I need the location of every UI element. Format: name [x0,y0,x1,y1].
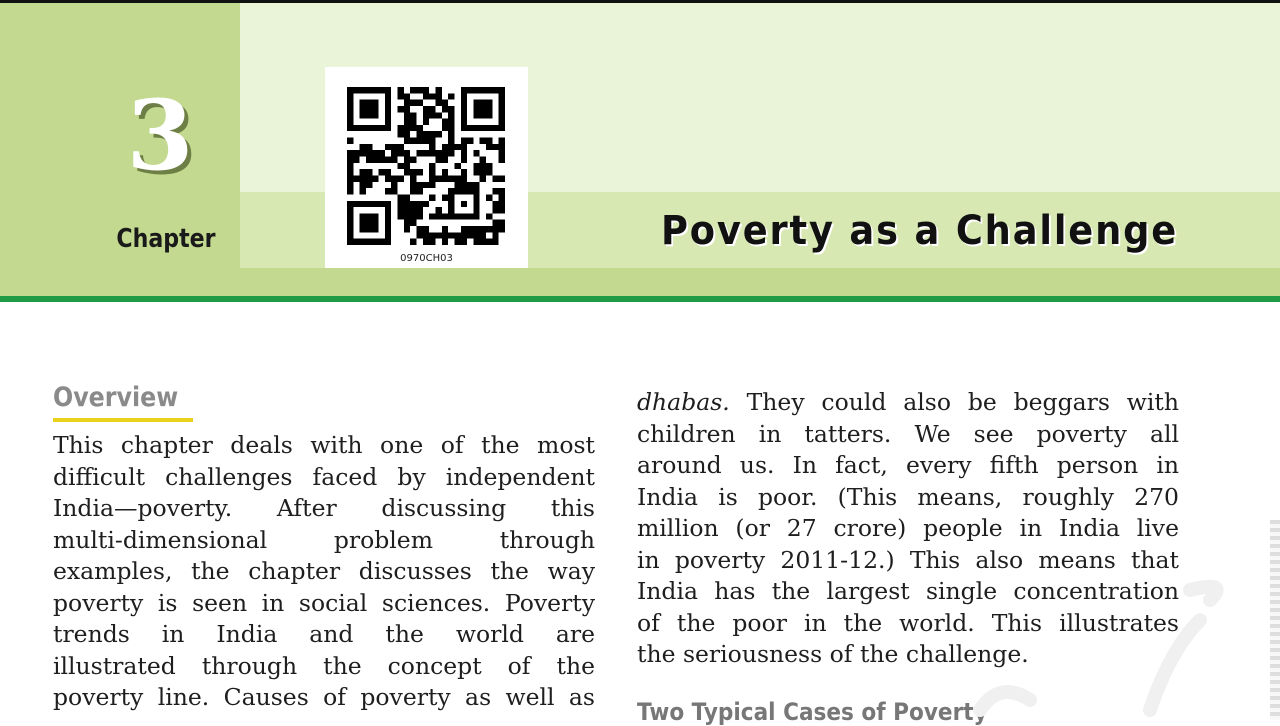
qr-module [454,144,460,150]
qr-module [429,213,435,219]
qr-module [366,175,372,181]
chapter-number: 3 [126,79,194,192]
qr-code-label: 0970CH03 [400,253,453,264]
qr-module [429,112,435,118]
qr-module [435,93,441,99]
qr-module [404,106,410,112]
qr-module [404,119,410,125]
text-line: India—poverty. After discussing this [53,494,595,522]
qr-module [404,100,410,106]
qr-module [442,119,448,125]
qr-module [417,201,423,207]
qr-module [360,175,366,181]
qr-module [442,150,448,156]
qr-module [404,163,410,169]
text-line: trends in India and the world are [53,620,595,648]
qr-module [379,169,385,175]
text-line: This chapter deals with one of the most [53,431,595,459]
qr-module [454,175,460,181]
qr-module [423,87,429,93]
qr-module [499,138,505,144]
qr-module [347,175,353,181]
qr-module [423,182,429,188]
qr-module [429,163,435,169]
section-heading: Two Typical Cases of Poverty [637,698,988,726]
qr-module [473,226,479,232]
text-line: million (or 27 crore) people in India live [637,514,1179,542]
text-line: India is poor. (This means, roughly 270 [637,482,1179,511]
qr-module [347,138,353,144]
qr-module [480,232,486,238]
qr-module [429,131,435,137]
qr-code-icon [347,87,505,245]
body-text [637,387,1179,671]
qr-module [435,232,441,238]
qr-module [492,175,498,181]
qr-module [429,144,435,150]
qr-module [360,188,366,194]
qr-module [410,119,416,125]
qr-module [492,239,498,245]
qr-module [461,150,467,156]
qr-module [410,188,416,194]
qr-module [442,213,448,219]
qr-module [347,157,353,163]
text-line: in poverty 2011-12.) This also means that [637,545,1179,574]
qr-module [480,163,486,169]
qr-module [391,182,397,188]
qr-module [499,220,505,226]
qr-module [435,213,441,219]
qr-module [486,226,492,232]
qr-module [442,157,448,163]
qr-module [435,131,441,137]
qr-module [410,157,416,163]
qr-module [366,144,372,150]
qr-module [347,163,353,169]
qr-module [492,220,498,226]
qr-module [442,175,448,181]
qr-module [423,93,429,99]
qr-module [360,169,366,175]
qr-module [423,112,429,118]
qr-module [385,175,391,181]
text-line: illustrated through the concept of the [53,651,595,680]
qr-module [404,194,410,200]
qr-module [467,138,473,144]
qr-module [480,157,486,163]
qr-module [417,213,423,219]
qr-module [454,163,460,169]
qr-module [404,213,410,219]
qr-module [467,182,473,188]
qr-module [486,239,492,245]
qr-module [423,119,429,125]
chapter-title: Poverty as a Challenge [660,208,1178,254]
qr-module [442,226,448,232]
qr-module [404,150,410,156]
qr-module [429,169,435,175]
qr-module [410,220,416,226]
qr-module [499,201,505,207]
qr-module [404,226,410,232]
qr-module [398,194,404,200]
overview-underline [53,418,193,422]
text-line: children in tatters. We see poverty all [637,419,1179,448]
qr-module [417,100,423,106]
qr-module [423,150,429,156]
qr-module [480,138,486,144]
qr-module [461,175,467,181]
qr-module [486,213,492,219]
qr-module [347,188,353,194]
qr-module [435,207,441,213]
qr-module [404,220,410,226]
text-line: India has the largest single concentration [637,577,1179,605]
qr-module [423,232,429,238]
qr-module [461,144,467,150]
qr-module [398,131,404,137]
qr-module [366,150,372,156]
italic-word: dhabas. [637,388,730,416]
qr-module [429,239,435,245]
qr-module [404,125,410,131]
qr-module [391,157,397,163]
text-line: of the poor in the world. This illustrates [637,608,1179,637]
qr-module [442,232,448,238]
qr-module [467,226,473,232]
qr-module [486,138,492,144]
text-line: difficult challenges faced by independent [53,462,595,491]
text-line: around us. In fact, every fifth person in [637,451,1179,479]
qr-module [417,125,423,131]
qr-module [473,150,479,156]
qr-module [385,157,391,163]
qr-module [499,150,505,156]
qr-module [467,232,473,238]
qr-module [423,239,429,245]
qr-module [398,150,404,156]
text-fragment: They could also be beggars with [729,388,1179,416]
qr-module [391,150,397,156]
qr-module [429,93,435,99]
qr-module [398,144,404,150]
qr-module [454,232,460,238]
qr-module [404,169,410,175]
qr-module [410,138,416,144]
text-line [637,387,1179,419]
qr-module [417,182,423,188]
qr-module [480,239,486,245]
qr-module [486,163,492,169]
qr-module [366,157,372,163]
qr-module [423,226,429,232]
qr-module [442,100,448,106]
qr-module [448,150,454,156]
qr-module [480,169,486,175]
qr-module [379,157,385,163]
qr-module [372,157,378,163]
qr-module [417,207,423,213]
qr-module [486,144,492,150]
qr-module [410,87,416,93]
qr-module [347,169,353,175]
qr-module [461,169,467,175]
qr-module [417,87,423,93]
qr-module [448,93,454,99]
qr-module [353,150,359,156]
qr-module [366,182,372,188]
qr-module [398,87,404,93]
qr-module [404,207,410,213]
qr-module [379,150,385,156]
qr-module [398,201,404,207]
qr-module [423,106,429,112]
qr-module [423,131,429,137]
qr-module [473,182,479,188]
qr-module [492,188,498,194]
qr-module [398,93,404,99]
header-band-bottom [0,268,1280,296]
qr-module [398,163,404,169]
qr-module [391,188,397,194]
overview-heading: Overview [53,382,179,413]
qr-module [499,144,505,150]
text-line: poverty line. Causes of poverty as well as [53,683,595,711]
qr-module [461,239,467,245]
qr-module [429,138,435,144]
qr-module [404,201,410,207]
qr-module [398,207,404,213]
qr-module [448,138,454,144]
qr-module [360,150,366,156]
qr-module [473,169,479,175]
qr-module [442,106,448,112]
qr-module [404,112,410,118]
qr-module [410,169,416,175]
qr-module [417,131,423,137]
qr-module [480,226,486,232]
qr-module [360,182,366,188]
qr-module [486,169,492,175]
qr-module [448,125,454,131]
qr-module [448,131,454,137]
qr-module [404,157,410,163]
qr-module [442,125,448,131]
qr-module [410,239,416,245]
qr-module [435,87,441,93]
qr-module [442,239,448,245]
qr-module [499,188,505,194]
qr-module [429,150,435,156]
qr-module [372,175,378,181]
qr-module [429,175,435,181]
qr-module [385,144,391,150]
qr-module [480,175,486,181]
qr-module [410,100,416,106]
qr-module [486,194,492,200]
qr-code-box [325,67,528,268]
qr-module [410,182,416,188]
qr-module [461,182,467,188]
qr-module [404,131,410,137]
text-line: poverty is seen in social sciences. Poverty [53,588,595,617]
qr-module [385,188,391,194]
qr-module [385,169,391,175]
qr-module [417,226,423,232]
qr-module [417,138,423,144]
qr-module [410,207,416,213]
qr-module [410,213,416,219]
qr-module [353,175,359,181]
qr-module [454,239,460,245]
qr-module [435,112,441,118]
overview-text [53,430,595,714]
qr-module [410,175,416,181]
qr-module [448,106,454,112]
qr-module [410,125,416,131]
qr-module [372,150,378,156]
qr-module [391,175,397,181]
qr-module [499,226,505,232]
qr-module [410,201,416,207]
qr-module [473,163,479,169]
qr-module [492,207,498,213]
qr-module [435,100,441,106]
qr-module [429,182,435,188]
qr-module [499,175,505,181]
qr-module [410,112,416,118]
qr-module [398,213,404,219]
qr-module [429,194,435,200]
qr-module [492,144,498,150]
qr-module [442,194,448,200]
qr-module [429,106,435,112]
qr-module [473,232,479,238]
qr-module [473,239,479,245]
qr-module [404,93,410,99]
qr-module [404,138,410,144]
qr-module [429,232,435,238]
qr-module [461,157,467,163]
qr-module [423,201,429,207]
qr-module [435,157,441,163]
text-line: examples, the chapter discusses the way [53,557,595,585]
qr-module [417,150,423,156]
qr-module [398,125,404,131]
qr-module [353,157,359,163]
qr-module [448,175,454,181]
qr-module [461,226,467,232]
qr-module [435,150,441,156]
qr-module [360,144,366,150]
qr-module [391,144,397,150]
qr-module [417,188,423,194]
qr-module [454,182,460,188]
qr-module [499,194,505,200]
qr-module [448,119,454,125]
qr-module [417,232,423,238]
qr-module [423,138,429,144]
qr-module [417,169,423,175]
qr-module [448,112,454,118]
qr-module [442,169,448,175]
qr-module [448,232,454,238]
qr-module [366,169,372,175]
qr-module [398,175,404,181]
chapter-label: Chapter [116,224,216,254]
qr-module [492,232,498,238]
green-rule [0,296,1280,302]
qr-module [347,182,353,188]
qr-module [499,207,505,213]
qr-module [347,150,353,156]
qr-module [435,175,441,181]
qr-module [492,201,498,207]
qr-module [461,232,467,238]
qr-module [492,226,498,232]
qr-module [461,138,467,144]
qr-module [448,144,454,150]
text-line: the seriousness of the challenge. [637,640,1029,668]
text-line: multi-dimensional problem through [53,525,595,554]
qr-module [442,144,448,150]
qr-module [398,106,404,112]
qr-module [499,157,505,163]
page-edge [1270,520,1280,720]
